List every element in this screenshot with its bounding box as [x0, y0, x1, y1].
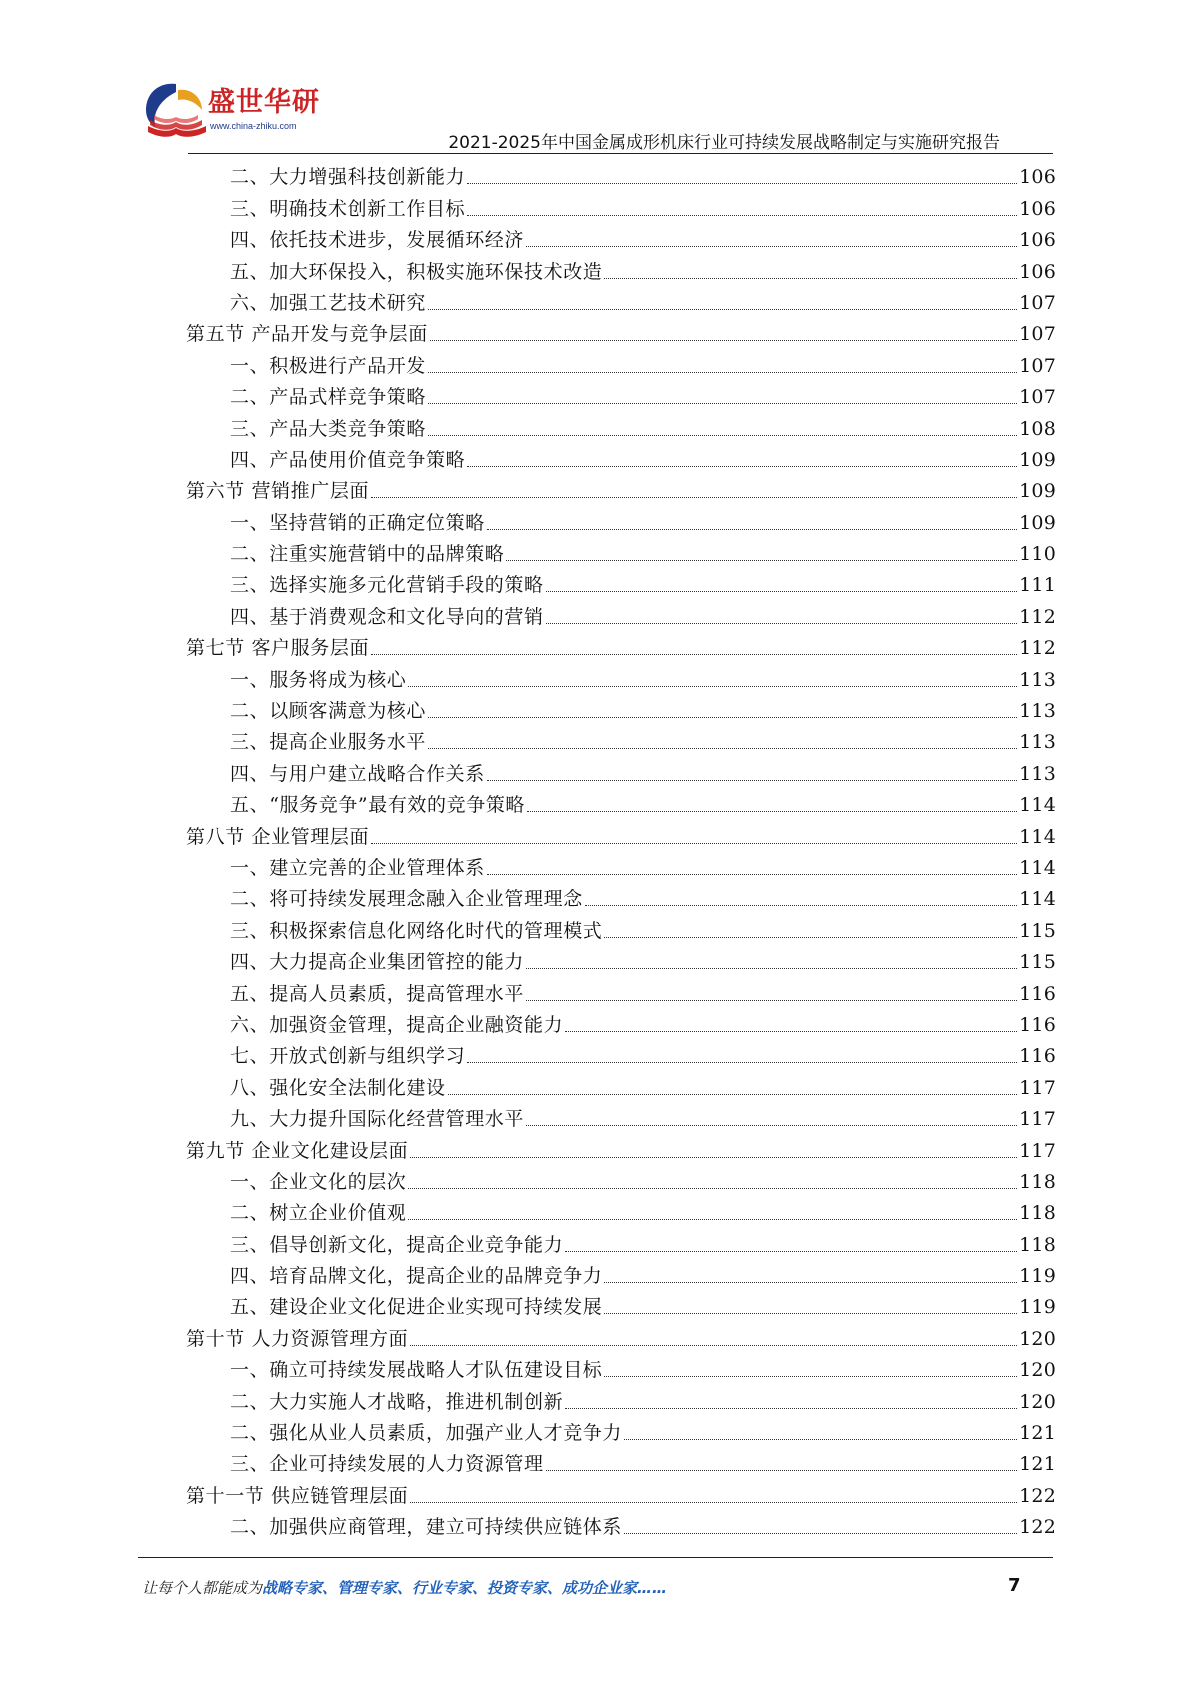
- table-of-contents: [0, 160, 1191, 1541]
- toc-dot-leader: [546, 591, 1018, 592]
- toc-dot-leader: [526, 1125, 1017, 1126]
- toc-dot-leader: [410, 1345, 1017, 1346]
- toc-dot-leader: [565, 1031, 1017, 1032]
- toc-entry-title: 四、与用户建立战略合作关系: [230, 762, 485, 785]
- toc-subsection-entry[interactable]: [0, 788, 1056, 819]
- toc-entry-page: 119: [1019, 1296, 1056, 1319]
- company-logo: [140, 78, 320, 148]
- toc-dot-leader: [565, 1408, 1017, 1409]
- toc-subsection-entry[interactable]: [0, 1227, 1056, 1258]
- toc-subsection-entry[interactable]: [0, 286, 1056, 317]
- toc-dot-leader: [487, 780, 1017, 781]
- toc-subsection-entry[interactable]: [0, 882, 1056, 913]
- toc-entry-title: 二、树立企业价值观: [230, 1202, 407, 1225]
- toc-dot-leader: [371, 843, 1017, 844]
- toc-entry-title: 四、依托技术进步，发展循环经济: [230, 229, 525, 252]
- toc-section-entry[interactable]: [0, 1478, 1056, 1509]
- toc-entry-title: 三、提高企业服务水平: [230, 731, 427, 754]
- toc-dot-leader: [604, 1282, 1017, 1283]
- toc-subsection-entry[interactable]: [0, 1416, 1056, 1447]
- toc-entry-title: 五、“服务竞争”最有效的竞争策略: [230, 794, 526, 817]
- toc-entry-page: 120: [1019, 1327, 1056, 1350]
- toc-entry-page: 112: [1019, 637, 1056, 660]
- toc-subsection-entry[interactable]: [0, 191, 1056, 222]
- toc-dot-leader: [624, 1439, 1017, 1440]
- toc-entry-page: 107: [1019, 323, 1056, 346]
- toc-dot-leader: [408, 1219, 1017, 1220]
- toc-dot-leader: [428, 748, 1017, 749]
- toc-dot-leader: [410, 1502, 1017, 1503]
- toc-entry-title: 一、积极进行产品开发: [230, 354, 427, 377]
- toc-entry-title: 三、企业可持续发展的人力资源管理: [230, 1453, 544, 1476]
- toc-subsection-entry[interactable]: [0, 380, 1056, 411]
- toc-dot-leader: [624, 1533, 1017, 1534]
- report-title: 2021-2025年中国金属成形机床行业可持续发展战略制定与实施研究报告: [448, 133, 1000, 153]
- toc-entry-title: 第十节 人力资源管理方面: [186, 1327, 409, 1350]
- toc-dot-leader: [467, 183, 1017, 184]
- toc-subsection-entry[interactable]: [0, 1102, 1056, 1133]
- toc-entry-page: 109: [1019, 480, 1056, 503]
- toc-entry-title: 九、大力提升国际化经营管理水平: [230, 1108, 525, 1131]
- toc-subsection-entry[interactable]: [0, 411, 1056, 442]
- toc-entry-title: 第九节 企业文化建设层面: [186, 1139, 409, 1162]
- toc-entry-page: 122: [1019, 1484, 1056, 1507]
- toc-entry-title: 四、基于消费观念和文化导向的营销: [230, 605, 544, 628]
- toc-entry-page: 106: [1019, 166, 1056, 189]
- toc-entry-page: 106: [1019, 260, 1056, 283]
- toc-subsection-entry[interactable]: [0, 976, 1056, 1007]
- toc-entry-title: 第十一节 供应链管理层面: [186, 1484, 409, 1507]
- toc-subsection-entry[interactable]: [0, 1353, 1056, 1384]
- toc-dot-leader: [408, 686, 1017, 687]
- toc-entry-page: 107: [1019, 386, 1056, 409]
- toc-section-entry[interactable]: [0, 474, 1056, 505]
- toc-subsection-entry[interactable]: [0, 1384, 1056, 1415]
- toc-subsection-entry[interactable]: [0, 1070, 1056, 1101]
- toc-entry-title: 第八节 企业管理层面: [186, 825, 370, 848]
- toc-entry-page: 117: [1019, 1139, 1056, 1162]
- toc-subsection-entry[interactable]: [0, 160, 1056, 191]
- toc-entry-page: 115: [1019, 919, 1056, 942]
- toc-dot-leader: [448, 1094, 1018, 1095]
- toc-entry-page: 113: [1019, 700, 1056, 723]
- toc-dot-leader: [428, 403, 1017, 404]
- toc-section-entry[interactable]: [0, 1133, 1056, 1164]
- toc-dot-leader: [467, 1062, 1017, 1063]
- toc-section-entry[interactable]: [0, 1321, 1056, 1352]
- toc-entry-title: 一、企业文化的层次: [230, 1170, 407, 1193]
- toc-subsection-entry[interactable]: [0, 725, 1056, 756]
- toc-dot-leader: [428, 435, 1017, 436]
- toc-entry-title: 四、大力提高企业集团管控的能力: [230, 951, 525, 974]
- toc-dot-leader: [371, 497, 1017, 498]
- toc-subsection-entry[interactable]: [0, 443, 1056, 474]
- page-header: [0, 0, 1191, 160]
- toc-entry-page: 111: [1019, 574, 1056, 597]
- toc-entry-page: 114: [1019, 825, 1056, 848]
- toc-entry-page: 116: [1019, 1013, 1056, 1036]
- toc-entry-title: 三、倡导创新文化，提高企业竞争能力: [230, 1233, 564, 1256]
- toc-entry-page: 118: [1019, 1233, 1056, 1256]
- toc-entry-page: 114: [1019, 794, 1056, 817]
- toc-entry-page: 106: [1019, 229, 1056, 252]
- toc-entry-page: 106: [1019, 197, 1056, 220]
- toc-entry-title: 六、加强工艺技术研究: [230, 291, 427, 314]
- toc-entry-page: 109: [1019, 511, 1056, 534]
- footer-slogan-prefix: 让每个人都能成为: [142, 1579, 263, 1597]
- toc-entry-title: 五、提高人员素质，提高管理水平: [230, 982, 525, 1005]
- toc-entry-page: 113: [1019, 731, 1056, 754]
- toc-dot-leader: [604, 1313, 1017, 1314]
- toc-entry-page: 117: [1019, 1108, 1056, 1131]
- toc-subsection-entry[interactable]: [0, 568, 1056, 599]
- toc-entry-title: 一、服务将成为核心: [230, 668, 407, 691]
- toc-dot-leader: [526, 246, 1017, 247]
- toc-entry-title: 二、将可持续发展理念融入企业管理理念: [230, 888, 583, 911]
- toc-dot-leader: [526, 968, 1017, 969]
- toc-dot-leader: [428, 309, 1017, 310]
- toc-dot-leader: [526, 1000, 1017, 1001]
- toc-entry-title: 三、选择实施多元化营销手段的策略: [230, 574, 544, 597]
- toc-entry-page: 116: [1019, 982, 1056, 1005]
- toc-entry-title: 四、培育品牌文化，提高企业的品牌竞争力: [230, 1265, 603, 1288]
- toc-dot-leader: [428, 717, 1017, 718]
- toc-entry-title: 二、产品式样竞争策略: [230, 386, 427, 409]
- toc-entry-page: 114: [1019, 856, 1056, 879]
- book-logo-icon: [140, 78, 212, 144]
- toc-entry-page: 121: [1019, 1453, 1056, 1476]
- toc-subsection-entry[interactable]: [0, 694, 1056, 725]
- toc-entry-page: 107: [1019, 291, 1056, 314]
- toc-entry-page: 118: [1019, 1170, 1056, 1193]
- toc-subsection-entry[interactable]: [0, 913, 1056, 944]
- toc-entry-title: 三、明确技术创新工作目标: [230, 197, 466, 220]
- toc-dot-leader: [428, 372, 1017, 373]
- toc-section-entry[interactable]: [0, 631, 1056, 662]
- toc-entry-page: 120: [1019, 1359, 1056, 1382]
- toc-subsection-entry[interactable]: [0, 851, 1056, 882]
- toc-subsection-entry[interactable]: [0, 945, 1056, 976]
- toc-entry-title: 第七节 客户服务层面: [186, 637, 370, 660]
- toc-entry-title: 五、加大环保投入，积极实施环保技术改造: [230, 260, 603, 283]
- toc-dot-leader: [410, 1157, 1017, 1158]
- toc-subsection-entry[interactable]: [0, 599, 1056, 630]
- toc-subsection-entry[interactable]: [0, 254, 1056, 285]
- toc-entry-title: 七、开放式创新与组织学习: [230, 1045, 466, 1068]
- toc-entry-title: 二、加强供应商管理，建立可持续供应链体系: [230, 1516, 623, 1539]
- footer-slogan: [142, 1577, 667, 1598]
- toc-entry-page: 119: [1019, 1265, 1056, 1288]
- toc-entry-page: 118: [1019, 1202, 1056, 1225]
- toc-entry-title: 二、注重实施营销中的品牌策略: [230, 543, 505, 566]
- toc-dot-leader: [506, 560, 1017, 561]
- toc-entry-title: 第五节 产品开发与竞争层面: [186, 323, 428, 346]
- toc-entry-page: 114: [1019, 888, 1056, 911]
- toc-entry-page: 110: [1019, 543, 1056, 566]
- toc-entry-title: 二、大力实施人才战略，推进机制创新: [230, 1390, 564, 1413]
- toc-dot-leader: [467, 466, 1017, 467]
- toc-entry-title: 一、坚持营销的正确定位策略: [230, 511, 485, 534]
- toc-entry-page: 113: [1019, 668, 1056, 691]
- toc-dot-leader: [487, 529, 1017, 530]
- footer-divider: [138, 1557, 1053, 1558]
- toc-entry-title: 第六节 营销推广层面: [186, 480, 370, 503]
- toc-subsection-entry[interactable]: [0, 1510, 1056, 1541]
- toc-entry-title: 四、产品使用价值竞争策略: [230, 448, 466, 471]
- toc-entry-title: 二、大力增强科技创新能力: [230, 166, 466, 189]
- toc-entry-page: 107: [1019, 354, 1056, 377]
- toc-dot-leader: [585, 905, 1017, 906]
- toc-subsection-entry[interactable]: [0, 1196, 1056, 1227]
- toc-subsection-entry[interactable]: [0, 662, 1056, 693]
- toc-subsection-entry[interactable]: [0, 1008, 1056, 1039]
- toc-entry-page: 109: [1019, 448, 1056, 471]
- logo-url: www.china-zhiku.com: [210, 121, 297, 131]
- toc-section-entry[interactable]: [0, 317, 1056, 348]
- toc-subsection-entry[interactable]: [0, 223, 1056, 254]
- toc-subsection-entry[interactable]: [0, 1447, 1056, 1478]
- toc-entry-title: 五、建设企业文化促进企业实现可持续发展: [230, 1296, 603, 1319]
- toc-entry-title: 六、加强资金管理，提高企业融资能力: [230, 1013, 564, 1036]
- toc-dot-leader: [546, 1470, 1018, 1471]
- toc-entry-page: 112: [1019, 605, 1056, 628]
- page-number: 7: [1008, 1575, 1021, 1596]
- toc-entry-title: 八、强化安全法制化建设: [230, 1076, 446, 1099]
- toc-entry-page: 121: [1019, 1422, 1056, 1445]
- logo-title: 盛世华研: [208, 87, 320, 118]
- footer-slogan-highlight: 战略专家、管理专家、行业专家、投资专家、成功企业家……: [262, 1579, 668, 1597]
- toc-subsection-entry[interactable]: [0, 537, 1056, 568]
- toc-entry-title: 一、确立可持续发展战略人才队伍建设目标: [230, 1359, 603, 1382]
- toc-section-entry[interactable]: [0, 819, 1056, 850]
- toc-entry-page: 116: [1019, 1045, 1056, 1068]
- toc-entry-page: 113: [1019, 762, 1056, 785]
- toc-subsection-entry[interactable]: [0, 1165, 1056, 1196]
- toc-entry-title: 三、积极探索信息化网络化时代的管理模式: [230, 919, 603, 942]
- toc-dot-leader: [371, 654, 1017, 655]
- toc-subsection-entry[interactable]: [0, 348, 1056, 379]
- toc-entry-page: 115: [1019, 951, 1056, 974]
- toc-entry-title: 二、强化从业人员素质，加强产业人才竞争力: [230, 1422, 623, 1445]
- toc-dot-leader: [565, 1251, 1017, 1252]
- toc-dot-leader: [546, 623, 1018, 624]
- toc-subsection-entry[interactable]: [0, 1290, 1056, 1321]
- toc-dot-leader: [487, 874, 1017, 875]
- toc-entry-title: 一、建立完善的企业管理体系: [230, 856, 485, 879]
- toc-dot-leader: [604, 937, 1017, 938]
- toc-subsection-entry[interactable]: [0, 1259, 1056, 1290]
- toc-subsection-entry[interactable]: [0, 756, 1056, 787]
- toc-entry-title: 二、以顾客满意为核心: [230, 700, 427, 723]
- toc-dot-leader: [604, 1376, 1017, 1377]
- toc-dot-leader: [467, 215, 1017, 216]
- header-divider: [188, 153, 1053, 154]
- toc-entry-page: 108: [1019, 417, 1056, 440]
- toc-dot-leader: [408, 1188, 1017, 1189]
- toc-entry-page: 122: [1019, 1516, 1056, 1539]
- toc-entry-title: 三、产品大类竞争策略: [230, 417, 427, 440]
- toc-subsection-entry[interactable]: [0, 505, 1056, 536]
- toc-entry-page: 117: [1019, 1076, 1056, 1099]
- toc-dot-leader: [430, 340, 1017, 341]
- toc-subsection-entry[interactable]: [0, 1039, 1056, 1070]
- toc-dot-leader: [604, 278, 1017, 279]
- toc-entry-page: 120: [1019, 1390, 1056, 1413]
- toc-dot-leader: [527, 811, 1017, 812]
